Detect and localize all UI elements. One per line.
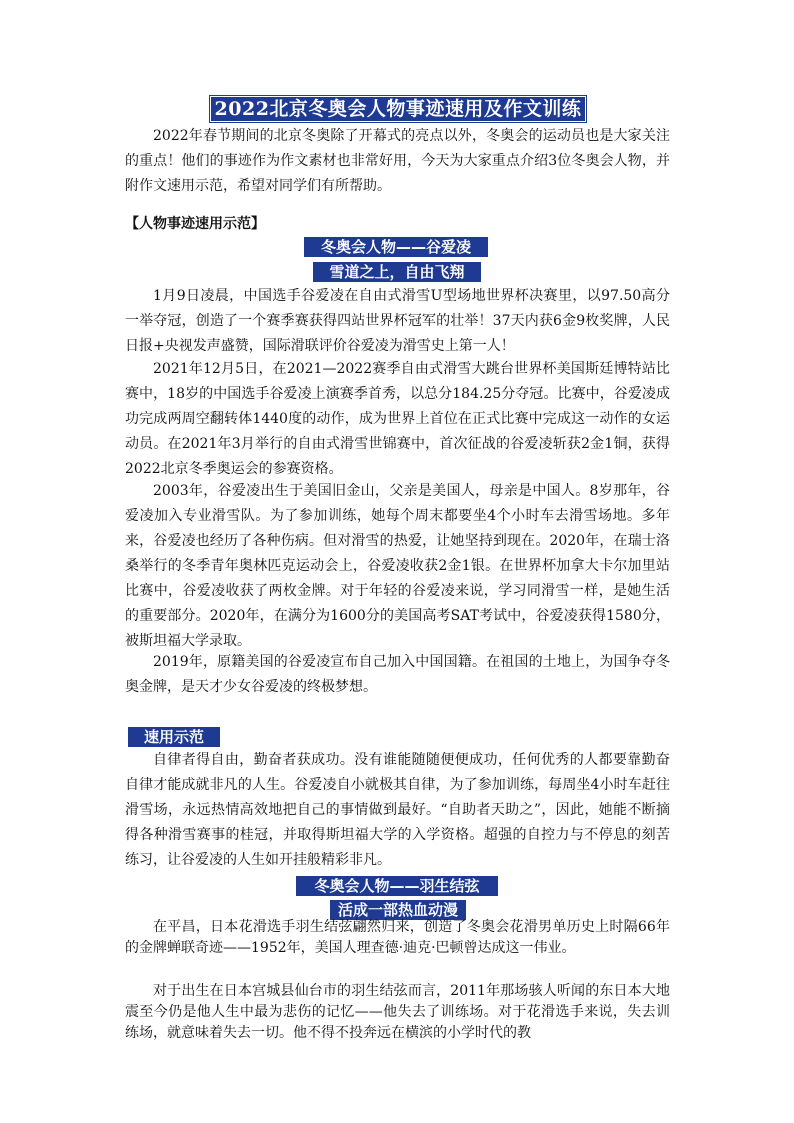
person1-paragraph-3: 2003年，谷爱凌出生于美国旧金山，父亲是美国人，母亲是中国人。8岁那年，谷爱凌加入专业滑雪队。为了参加训练，她每个周末都要坐4个小时车去滑雪场地。多年来，谷爱凌也经历了各种伤病。但对滑雪的热爱，让她坚持到现在。2020年，在瑞士洛桑举行的冬季青年奥林匹克运动会上，谷爱凌收获2金1银。在世界杯加拿大卡尔加里站比赛中，谷爱凌收获了两枚金牌。对于年轻的谷爱凌来说，学习同滑雪一样，是她生活的重要部分。2020年，在满分为1600分的美国高考SAT考试中，谷爱凌获得1580分，被斯坦福大学录取。: [125, 483, 670, 649]
person2-paragraph-1: 在平昌，日本花滑选手羽生结弦翩然归来，创造了冬奥会花滑男单历史上时隔66年的金牌蝉联奇迹——1952年，美国人理查德·迪克·巴顿曾达成这一伟业。: [125, 919, 670, 956]
person1-paragraph-4: 2019年，原籍美国的谷爱凌宣布自己加入中国国籍。在祖国的土地上，为国争夺冬奥金牌，是天才少女谷爱凌的终极梦想。: [125, 654, 670, 695]
usage-paragraph: 自律者得自由，勤奋者获成功。没有谁能随随便便成功，任何优秀的人都要靠勤奋自律才能成就非凡的人生。谷爱凌自小就极其自律，为了参加训练，每周坐4小时车赶往滑雪场，永远热情高效地把自己的事情做到最好。“自助者天助之”，因此，她能不断摘得各种滑雪赛事的桂冠，并取得斯坦福大学的入学资格。超强的自控力与不停息的刻苦练习，让谷爱凌的人生如开挂般精彩非凡。: [125, 752, 670, 868]
section-heading: 【人物事迹速用示范】: [125, 216, 265, 232]
person2-banner: 冬奥会人物——羽生结弦: [296, 876, 498, 896]
person2-subtitle: 活成一部热血动漫: [330, 900, 466, 920]
intro-paragraph: 2022年春节期间的北京冬奥除了开幕式的亮点以外，冬奥会的运动员也是大家关注的重点！他们的事迹作为作文素材也非常好用，今天为大家重点介绍3位冬奥会人物，并附作文速用示范，希望对同学们有所帮助。: [125, 128, 670, 194]
person1-subtitle: 雪道之上，自由飞翔: [313, 262, 481, 282]
person1-paragraph-1: 1月9日凌晨，中国选手谷爱凌在自由式滑雪U型场地世界杯决赛里，以97.50高分一举夺冠，创造了一个赛季赛获得四站世界杯冠军的壮举！37天内获6金9枚奖牌，人民日报+央视发声盛赞，国际滑联评价谷爱凌为滑雪史上第一人！: [125, 288, 670, 354]
usage-label: 速用示范: [128, 727, 220, 747]
person1-paragraph-2: 2021年12月5日，在2021—2022赛季自由式滑雪大跳台世界杯美国斯廷博特站比赛中，18岁的中国选手谷爱凌上演赛季首秀，以总分184.25分夺冠。比赛中，谷爱凌成功完成两周空翻转体1440度的动作，成为世界上首位在正式比赛中完成这一动作的女运动员。在2021年3月举行的自由式滑雪世锦赛中，首次征战的谷爱凌斩获2金1铜，获得2022北京冬季奥运会的参赛资格。: [125, 361, 670, 477]
person1-banner: 冬奥会人物——谷爱凌: [304, 237, 488, 257]
person2-paragraph-2: 对于出生在日本宫城县仙台市的羽生结弦而言，2011年那场骇人听闻的东日本大地震至今仍是他人生中最为悲伤的记忆——他失去了训练场。对于花滑选手来说，失去训练场，就意味着失去一切。他不得不投奔远在横滨的小学时代的教: [125, 983, 670, 1041]
document-title: 2022北京冬奥会人物事迹速用及作文训练: [210, 96, 586, 122]
